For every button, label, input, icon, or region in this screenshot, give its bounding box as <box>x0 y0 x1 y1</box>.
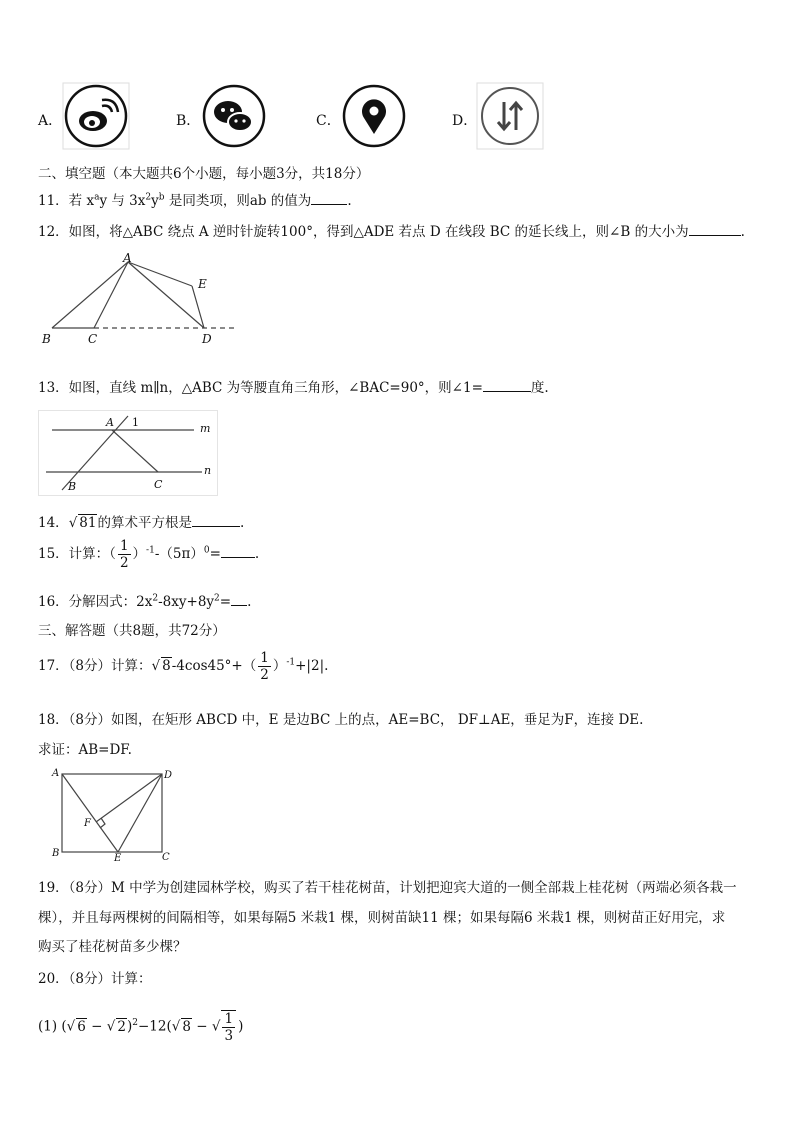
fig18-label-d: D <box>164 770 173 781</box>
option-d-letter: D． <box>452 113 478 129</box>
q14-radicand: 81 <box>79 515 97 531</box>
question-14: 14．√ 81的算术平方根是 . <box>38 515 245 531</box>
q16-text: 16．分解因式：2x <box>38 594 153 610</box>
fig13-label-b: B <box>68 480 77 493</box>
q17-radicand: 8 <box>162 658 171 674</box>
question-19-line-1: 19．（8分）M 中学为创建园林学校，购买了若干桂花树苗，计划把迎宾大道的一侧全部栽上桂花树（两端必须各栽一 <box>38 880 737 896</box>
section-3-heading: 三、解答题（共8题，共72分） <box>38 623 226 639</box>
q12-text: 12．如图，将△ABC 绕点 A 逆时针旋转100°，得到△ADE 若点 D 在线段 BC 的延长线上，则∠B 的大小为 <box>38 224 689 240</box>
q20-fraction: $\frac{1}{3}$ <box>221 1010 236 1044</box>
q15-exponent-0: 0 <box>203 545 210 556</box>
question-18-prove: 求证：AB=DF. <box>38 742 132 758</box>
q20-text: −12( <box>138 1018 172 1035</box>
answer-blank <box>231 605 247 606</box>
q15-fraction: $\frac{1}{2}$ <box>119 538 129 571</box>
location-pin-icon <box>340 82 408 150</box>
q11-text-4: 是同类项，则ab 的值为 <box>164 193 312 209</box>
fig13-angle-1: 1 <box>132 416 139 429</box>
answer-blank <box>192 526 240 527</box>
q20-exponent: 2 <box>132 1018 138 1028</box>
answer-blank <box>221 557 255 558</box>
question-15: 15．计算：（ $\frac{1}{2}$ ）$^{-1}-(5\pi)^0=$ . <box>38 538 260 571</box>
fig13-label-a: A <box>106 416 114 429</box>
fig12-label-e: E <box>198 277 207 291</box>
q16-text-3: = <box>219 594 232 610</box>
figure-18 <box>46 766 182 862</box>
fig18-label-c: C <box>162 852 170 862</box>
question-13 <box>38 376 549 396</box>
q15-text-2: -（5π） <box>154 546 204 562</box>
question-11: 11．若 $x^ay$ 与 $3x^2y^b$ 是同类项，则ab 的值为 . <box>38 192 352 209</box>
q17-text-3: +|2|. <box>295 658 329 674</box>
answer-blank <box>689 235 741 236</box>
q20-radicand-6: 6 <box>77 1018 86 1035</box>
q13-text-2: 度. <box>530 380 549 396</box>
q11-exp-2: 2 <box>145 192 152 203</box>
q11-text-3: y <box>151 193 159 209</box>
q15-close: ） <box>132 546 147 562</box>
fig13-label-n: n <box>204 464 212 477</box>
q15-exponent: -1 <box>146 545 155 556</box>
q11-exp-a: a <box>94 192 100 203</box>
question-19-line-3: 购买了桂花树苗多少棵？ <box>38 939 187 955</box>
q17-text-2: -4cos45°+（ <box>171 658 257 674</box>
question-20-part-1: (1) (√ 6 − √ 2)$^2$−12(√ 8 − √ $\frac{1}{3}$ ) <box>38 1011 244 1044</box>
q16-exp-2: 2 <box>214 593 220 604</box>
q17-exponent: -1 <box>286 657 296 668</box>
question-16: 16．分解因式：$2x^2-8xy+8y^2=$ . <box>38 593 252 610</box>
q13-text: 13．如图，直线 m∥n，△ABC 为等腰直角三角形，∠BAC=90°，则∠1= <box>38 380 483 396</box>
q16-text-2: -8xy+8y <box>158 594 215 610</box>
figure-12 <box>38 250 248 350</box>
question-12: 12．如图，将△ABC 绕点 A 逆时针旋转100°，得到△ADE 若点 D 在线段 BC 的延长线上，则∠B 的大小为 . <box>38 224 745 240</box>
fig12-label-c: C <box>88 332 98 346</box>
fig13-label-m: m <box>200 422 211 435</box>
option-b-letter: B． <box>176 113 201 129</box>
q20-radicand-8: 8 <box>182 1018 191 1035</box>
fig13-label-c: C <box>154 478 163 491</box>
fig18-label-f: F <box>84 818 91 829</box>
q17-text: 17．（8分）计算： <box>38 658 152 674</box>
fig18-label-e: E <box>114 853 122 862</box>
question-17: 17．（8分）计算：√ 8-4cos45°+（ $\frac{1}{2}$ ）$^{-1}$+|2|. <box>38 650 329 683</box>
q17-close: ） <box>272 658 287 674</box>
fig18-label-b: B <box>52 848 60 859</box>
fig18-label-a: A <box>52 768 60 779</box>
weibo-icon <box>62 82 130 150</box>
figure-13 <box>38 410 218 496</box>
q15-text: 15．计算：（ <box>38 546 116 562</box>
q14-text: 14． <box>38 515 69 531</box>
q11-text-2: y 与 3x <box>99 193 146 209</box>
option-c-letter: C． <box>316 113 341 129</box>
fig12-label-b: B <box>42 332 51 346</box>
option-a-letter: A． <box>38 113 63 129</box>
q16-exp-1: 2 <box>152 593 159 604</box>
swap-arrows-icon <box>476 82 544 150</box>
q17-fraction: $\frac{1}{2}$ <box>260 650 269 683</box>
q15-equals: = <box>209 546 221 562</box>
fig12-label-d: D <box>202 332 212 346</box>
answer-blank <box>483 391 531 392</box>
question-18: 18．（8分）如图，在矩形 ABCD 中，E 是边BC 上的点，AE=BC， DF⊥AE，垂足为F，连接 DE. <box>38 712 644 728</box>
fig12-label-a: A <box>123 251 132 265</box>
q20-part-label: (1) <box>38 1018 58 1035</box>
section-2-heading: 二、填空题（本大题共6个小题，每小题3分，共18分） <box>38 166 370 182</box>
question-20: 20．（8分）计算： <box>38 971 152 987</box>
q14-text-2: 的算术平方根是 <box>97 515 192 531</box>
q20-radicand-2: 2 <box>117 1018 126 1035</box>
answer-blank <box>311 204 347 205</box>
wechat-icon <box>200 82 268 150</box>
question-19-line-2: 棵），并且每两棵树的间隔相等，如果每隔5 米栽1 棵，则树苗缺11 棵；如果每隔6 米栽1 棵，则树苗正好用完，求 <box>38 910 726 926</box>
q11-exp-b: b <box>158 192 165 203</box>
q11-text: 11．若 x <box>38 193 95 209</box>
